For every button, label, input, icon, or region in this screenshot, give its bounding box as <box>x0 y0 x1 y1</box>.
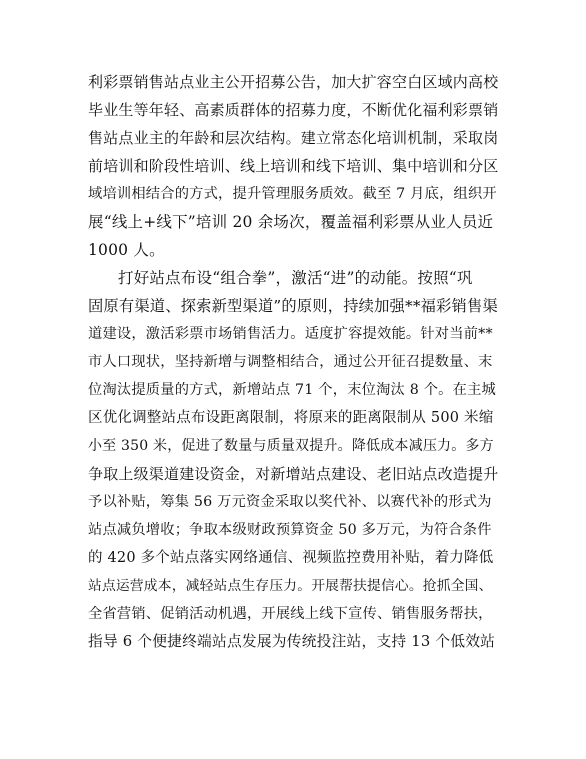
body-line: 小至 350 米，促进了数量与质量双提升。降低成本减压力。多方 <box>88 438 494 454</box>
body-line: 争取上级渠道建设资金，对新增站点建设、老旧站点改造提升 <box>88 465 499 483</box>
paragraph-first-line: 打好站点布设“组合拳”，激活“进”的动能。按照“巩 <box>118 269 473 287</box>
body-line: 前培训和阶段性培训、线上培训和线下培训、集中培训和分区 <box>88 157 499 175</box>
body-line: 区优化调整站点布设距离限制，将原来的距离限制从 500 米缩 <box>88 410 494 426</box>
body-line: 站点减负增收；争取本级财政预算资金 50 多万元，为符合条件 <box>88 522 492 538</box>
body-line: 域培训相结合的方式，提升管理服务质效。截至 7 月底，组织开 <box>88 186 497 202</box>
body-line: 市人口现状，坚持新增与调整相结合，通过公开征召提数量、末 <box>88 354 493 370</box>
body-line: 道建设，激活彩票市场销售活力。适度扩容提效能。针对当前** <box>88 326 493 342</box>
body-line: 利彩票销售站点业主公开招募公告，加大扩容空白区域内高校 <box>88 73 499 91</box>
body-line: 位淘汰提质量的方式，新增站点 71 个，末位淘汰 8 个。在主城 <box>88 382 496 398</box>
body-line: 固原有渠道、探索新型渠道”的原则，持续加强**福彩销售渠 <box>88 297 498 315</box>
body-line: 的 420 多个站点落实网络通信、视频监控费用补贴，着力降低 <box>88 550 494 566</box>
body-line: 毕业生等年轻、高素质群体的招募力度，不断优化福利彩票销 <box>88 101 499 119</box>
body-line: 全省营销、促销活动机遇，开展线上线下宣传、销售服务帮扶， <box>88 606 493 622</box>
body-line: 展“线上+线下”培训 20 余场次，覆盖福利彩票从业人员近 <box>88 213 494 231</box>
body-line: 予以补贴，筹集 56 万元资金采取以奖代补、以赛代补的形式为 <box>88 494 492 510</box>
body-line: 指导 6 个便捷终端站点发展为传统投注站，支持 13 个低效站 <box>88 633 496 650</box>
body-line: 售站点业主的年龄和层次结构。建立常态化培训机制，采取岗 <box>88 129 499 147</box>
body-line: 1000 人。 <box>88 241 165 259</box>
body-line: 站点运营成本，减轻站点生存压力。开展帮扶提信心。抢抓全国、 <box>88 578 493 594</box>
